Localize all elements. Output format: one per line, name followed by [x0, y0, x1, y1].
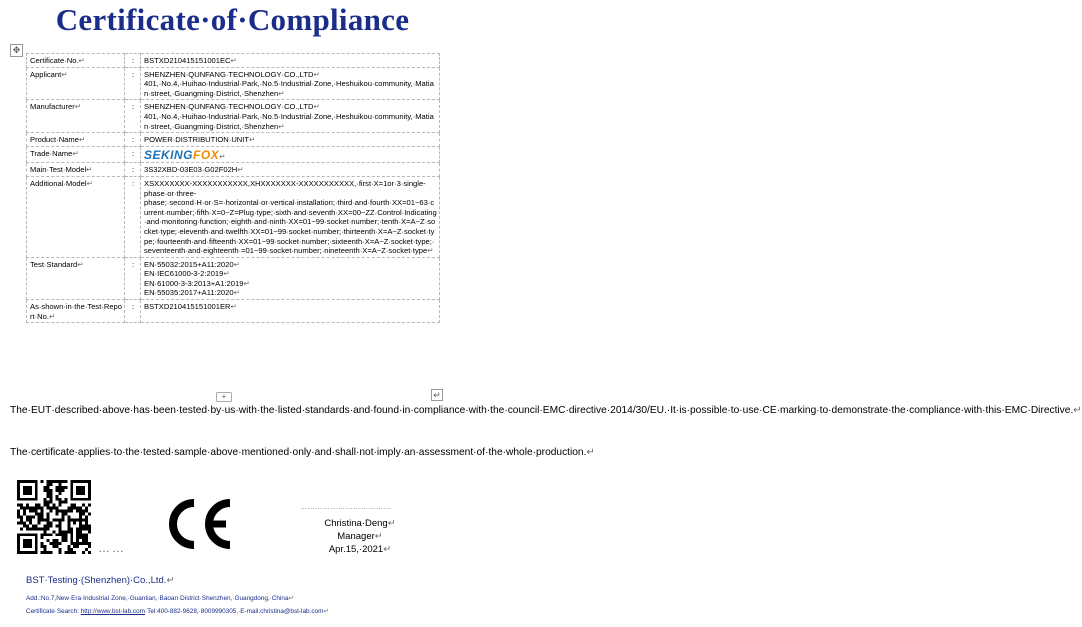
separator: : — [125, 146, 141, 163]
separator: : — [125, 257, 141, 299]
separator: : — [125, 163, 141, 177]
value-line: BSTXD210415151001ER↵ — [144, 302, 237, 312]
separator: : — [125, 300, 141, 323]
certificate-table — [26, 53, 440, 323]
value-test-standard — [141, 257, 440, 299]
row-additional-model — [27, 176, 440, 257]
value-line: 401,·No.4,·Huihao·Industrial·Park,·No.5·Industrial·Zone,·Heshuikou·community,·Matian·street,·Guangming·District,·Shenzhen↵ — [144, 79, 434, 98]
label-manufacturer: Manufacturer↵ — [27, 100, 125, 133]
row-manufacturer — [27, 100, 440, 133]
signatory-title: Manager↵ — [337, 531, 383, 542]
row-test-report-no — [27, 300, 440, 323]
value-additional-model — [141, 176, 440, 257]
value-line: EN·55035:2017+A11:2020↵ — [144, 288, 240, 298]
value-line: EN·55032:2015+A11:2020↵ — [144, 259, 240, 269]
value-line: XSXXXXXXX-XXXXXXXXXXX,XHXXXXXXX-XXXXXXXXXXX,·first·X=1or·3·single-phase·or·three-phase;·second·H·or·S=·horizontal·or·vertical·installation;·third·and·fourth·XX=01~63·current·number;·fifth·X=0~Z=Plug·type;·sixth·and·seventh·XX=00~ZZ·Control·Indicating·and·monitoring·function;·eighth·and·ninth·XX=01~99·socket·number;·tenth·X=A~Z·socket·type;·eleventh·and·twelfth·XX=01~99·socket·number;·thirteenth·X=A~Z·socket·type;·fourteenth·and·fifteenth·XX=01~99·socket·number;·sixteenth·X=A~Z·socket·type;·seventeenth·and·eighteenth·=01~99·socket·number;·nineteenth·X=A~Z·socket·type↵ — [144, 178, 437, 256]
row-certificate-no — [27, 54, 440, 68]
value-line: 401,·No.4,·Huihao·Industrial·Park,·No.5·Industrial·Zone,·Heshuikou·community,·Matian·street,·Guangming·District,·Shenzhen↵ — [144, 111, 434, 131]
value-line: SHENZHEN·QUNFANG·TECHNOLOGY·CO.,LTD↵ — [144, 69, 320, 79]
value-line: EN·61000-3-3:2013+A1:2019↵ — [144, 278, 250, 288]
separator: : — [125, 67, 141, 100]
label-additional-model: Additional·Model↵ — [27, 176, 125, 257]
value-test-report-no — [141, 300, 440, 323]
value-line: POWER·DISTRIBUTION·UNIT↵ — [144, 135, 256, 145]
qr-code — [17, 480, 91, 554]
table-resize-handle-icon[interactable]: ↵ — [431, 389, 443, 401]
value-main-test-model — [141, 163, 440, 177]
value-trade-name: SEKINGFOX↵ — [141, 146, 440, 163]
label-product-name: Product·Name↵ — [27, 133, 125, 147]
compliance-statement: The·EUT·described·above·has·been·tested·by·us·with·the·listed·standards·and·found·in·compliance·with·the·council·EMC·directive·2014/30/EU.·It·is·possible·to·use·CE·marking·to·demonstrate·the·compliance·with·this·EMC·Directive.↵ — [10, 405, 1082, 416]
applicability-statement: The·certificate·applies·to·the·tested·sample·above·mentioned·only·and·shall·not·imply·an·assessment·of·the·whole·production.↵ — [10, 447, 595, 458]
label-certificate-no: Certificate·No.↵ — [27, 54, 125, 68]
value-manufacturer — [141, 100, 440, 133]
label-applicant: Applicant↵ — [27, 67, 125, 100]
footer-company: BST·Testing·(Shenzhen)·Co.,Ltd.↵ — [26, 575, 175, 586]
placeholder-dots: …… — [98, 541, 126, 555]
brand-logo: SEKINGFOX — [144, 147, 220, 162]
separator: : — [125, 54, 141, 68]
ce-mark-icon — [160, 497, 238, 551]
footer-contact: Certificate·Search: http://www.bst-lab.com·Tel:400-882-9628,·8009990305,·E-mail:christina@bst-lab.com↵ — [26, 608, 329, 615]
row-main-test-model — [27, 163, 440, 177]
signatory-name: Christina·Deng↵ — [324, 518, 396, 529]
row-trade-name — [27, 146, 440, 163]
website-link[interactable]: http://www.bst-lab.com — [80, 608, 146, 615]
value-line: BSTXD210415151001EC↵ — [144, 56, 237, 65]
label-trade-name: Trade·Name↵ — [27, 146, 125, 163]
label-test-report-no: As·shown·in·the·Test·Report·No.↵ — [27, 300, 125, 323]
label-test-standard: Test·Standard↵ — [27, 257, 125, 299]
add-row-icon[interactable]: + — [216, 392, 232, 402]
row-product-name — [27, 133, 440, 147]
separator: : — [125, 176, 141, 257]
label-main-test-model: Main·Test·Model↵ — [27, 163, 125, 177]
row-test-standard — [27, 257, 440, 299]
value-line: 3S32XBD-03E03·G02F02H↵ — [144, 165, 244, 175]
footer-address: Add.:No.7,New·Era·Industrial·Zone,·Guantian,·Baoan·District·Shenzhen,·Guangdong,·China↵ — [26, 595, 294, 602]
separator: : — [125, 133, 141, 147]
value-line: SHENZHEN·QUNFANG·TECHNOLOGY·CO.,LTD↵ — [144, 102, 320, 112]
value-product-name — [141, 133, 440, 147]
row-applicant — [27, 67, 440, 100]
value-applicant — [141, 67, 440, 100]
value-certificate-no — [141, 54, 440, 68]
separator: : — [125, 100, 141, 133]
signature-date: Apr.15,·2021↵ — [328, 544, 392, 555]
certificate-title: Certificate·of·Compliance — [55, 2, 410, 37]
table-move-handle-icon[interactable]: ✥ — [10, 44, 23, 57]
signature-line: ……………………………… — [300, 504, 392, 511]
value-line: EN·IEC61000-3-2:2019↵ — [144, 269, 230, 279]
